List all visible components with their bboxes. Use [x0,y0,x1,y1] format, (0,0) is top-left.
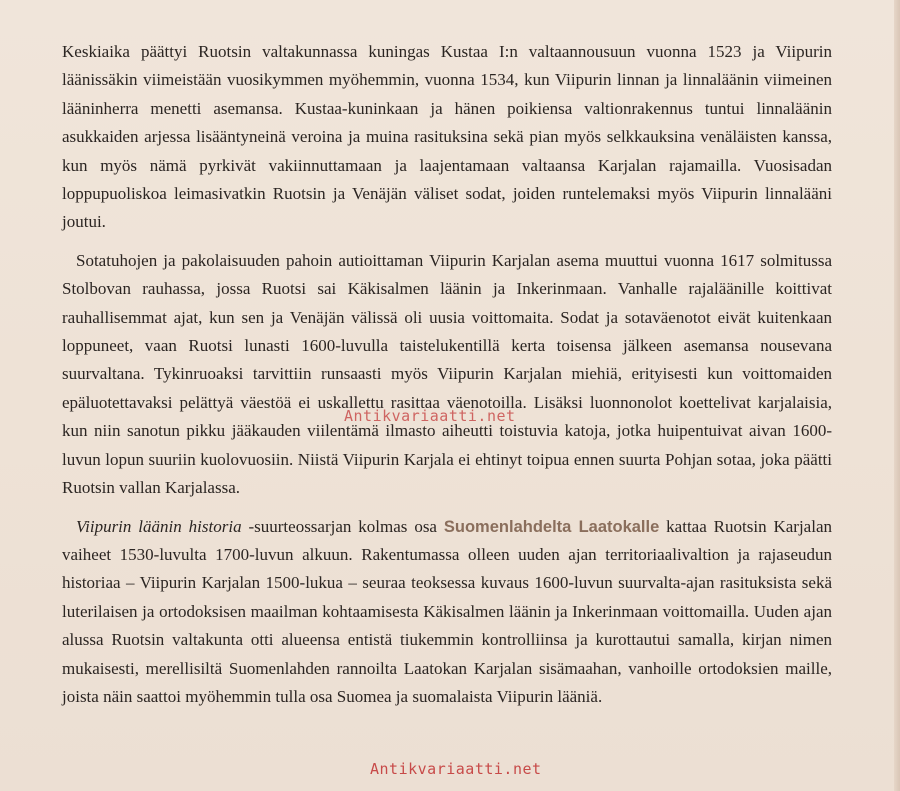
paragraph-3 [62,513,832,712]
paragraph-2: Sotatuhojen ja pakolaisuuden pahoin autioittaman Viipurin Karjalan asema muuttui vuonna 1617 solmitussa Stolbovan rauhassa, jossa Ruotsi sai Käkisalmen läänin ja Inkerinmaan. Vanhalle rajaläänille koittivat rauhallisemmat ajat, kun sen ja Venäjän välissä oli uusia voittomaita. Sodat ja sotaväenotot eivät kuitenkaan loppuneet, vaan Ruotsi lunasti 1600-luvulla taistelukentillä kerta toisensa jälkeen asemansa nousevana suurvaltana. Tykinruoaksi tarvittiin runsaasti myös Viipurin Karjalan miehiä, erityisesti kun voittomaiden epäluotettavaksi pelättyä väestöä ei uskallettu rasittaa väenotoilla. Lisäksi luonnonolot koettelivat karjalaisia, kun niin sanotun pikku jääkauden viilentämä ilmasto aiheutti toistuvia katoja, jotka huipentuivat aivan 1600-luvun lopun suuriin kuolovuosiin. Niistä Viipurin Karjala ei ehtinyt toipua ennen suurta Pohjan sotaa, joka päätti Ruotsin vallan Karjalassa. [62,250,832,498]
watermark-bottom: Antikvariaatti.net [370,760,542,778]
watermark-middle: Antikvariaatti.net [344,407,516,425]
paragraph-3-part-a: -suurteossarjan kolmas osa [241,516,444,536]
paragraph-1: Keskiaika päättyi Ruotsin valtakunnassa kuningas Kustaa I:n valtaannousuun vuonna 1523 ja Viipurin läänissäkin viimeistään vuosikymmen myöhemmin, vuonna 1534, kun Viipurin linnan ja linnaläänin viimeinen lääninherra menetti asemansa. Kustaa-kuninkaan ja hänen poikiensa valtionrakennus tuntui linnaläänin asukkaiden arjessa lisääntyneinä veroina ja muina rasituksina sekä pian myös selkkauksina venäläisten kanssa, kun myös nämä pyrkivät vakiinnuttamaan ja laajentamaan valtaansa Karjalan rajamailla. Vuosisadan loppupuoliskoa leimasivatkin Ruotsin ja Venäjän väliset sodat, joiden runtelemaksi myös Viipurin linnalääni joutui. [62,42,832,232]
series-name: Viipurin läänin historia [76,516,242,536]
book-title: Suomenlahdelta Laatokalle [443,517,660,536]
page-edge [894,0,900,791]
blurb-text [62,38,832,711]
paragraph-3-part-b: kattaa Ruotsin Karjalan vaiheet 1530-luvulta 1700-luvun alkuun. Rakentumassa olleen uuden ajan territoriaalivaltion ja rajaseudun historiaa – Viipurin Karjalan 1500-lukua – seuraa teoksessa kuvaus 1600-luvun suurvalta-ajan rasituksista sekä luterilaisen ja ortodoksisen maailman kohtaamisesta Käkisalmen läänin ja Inkerinmaan voittomailla. Uuden ajan alussa Ruotsin valtakunta otti alueensa entistä tiukemmin kontrolliinsa ja kurottautui samalla, kirjan nimen mukaisesti, merellisiltä Suomenlahden rannoilta Laatokan Karjalan sisämaahan, vanhoille ortodoksien maille, joista näin saattoi myöhemmin tulla osa Suomea ja suomalaista Viipurin lääniä. [62,516,832,706]
